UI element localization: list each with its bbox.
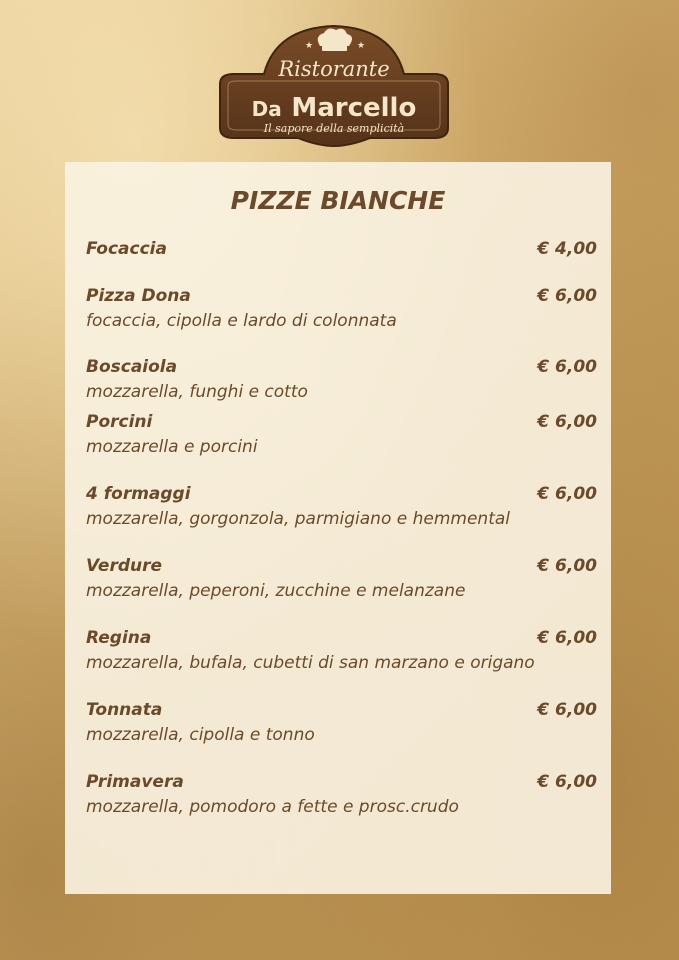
item-name: Pizza Dona [86,286,191,306]
menu-item-pizza-dona [86,286,597,331]
item-description: mozzarella, gorgonzola, parmigiano e hemmental [86,509,511,529]
item-description: mozzarella, peperoni, zucchine e melanzane [86,581,466,601]
item-price: € 4,00 [537,239,597,259]
item-price: € 6,00 [537,484,597,504]
item-name: Primavera [86,772,184,792]
item-price: € 6,00 [537,412,597,432]
item-name: Boscaiola [86,357,178,377]
menu-item-4-formaggi [86,484,597,529]
item-price: € 6,00 [537,772,597,792]
item-name: Tonnata [86,700,163,720]
logo-tagline: Il sapore della semplicità [263,122,405,135]
menu-item-regina [86,628,597,673]
logo-name-text: Marcello [291,93,417,123]
menu-item-primavera [86,772,597,817]
svg-text:★: ★ [305,41,314,51]
item-name: 4 formaggi [86,484,191,504]
svg-text:★: ★ [357,41,366,51]
item-price: € 6,00 [537,556,597,576]
item-name: Focaccia [86,239,167,259]
menu-item-focaccia [86,239,597,259]
item-description: mozzarella, pomodoro a fette e prosc.crudo [86,797,459,817]
item-description: mozzarella e porcini [86,437,258,457]
menu-item-porcini [86,412,597,457]
item-price: € 6,00 [537,357,597,377]
item-description: focaccia, cipolla e lardo di colonnata [86,311,397,331]
logo-da-text: Da [251,97,282,121]
item-description: mozzarella, bufala, cubetti di san marzano e origano [86,653,535,673]
menu-title: PIZZE BIANCHE [230,186,446,215]
item-name: Porcini [86,412,153,432]
item-price: € 6,00 [537,628,597,648]
item-price: € 6,00 [537,286,597,306]
item-price: € 6,00 [537,700,597,720]
item-name: Regina [86,628,152,648]
menu-item-tonnata [86,700,597,745]
item-name: Verdure [86,556,163,576]
item-description: mozzarella, cipolla e tonno [86,725,315,745]
menu-item-verdure [86,556,597,601]
menu-panel [65,162,611,894]
restaurant-logo [210,24,458,148]
item-description: mozzarella, funghi e cotto [86,382,308,402]
menu-item-boscaiola [86,357,597,402]
svg-text:Da Marcello [252,93,417,123]
logo-top-text: Ristorante [278,57,390,81]
